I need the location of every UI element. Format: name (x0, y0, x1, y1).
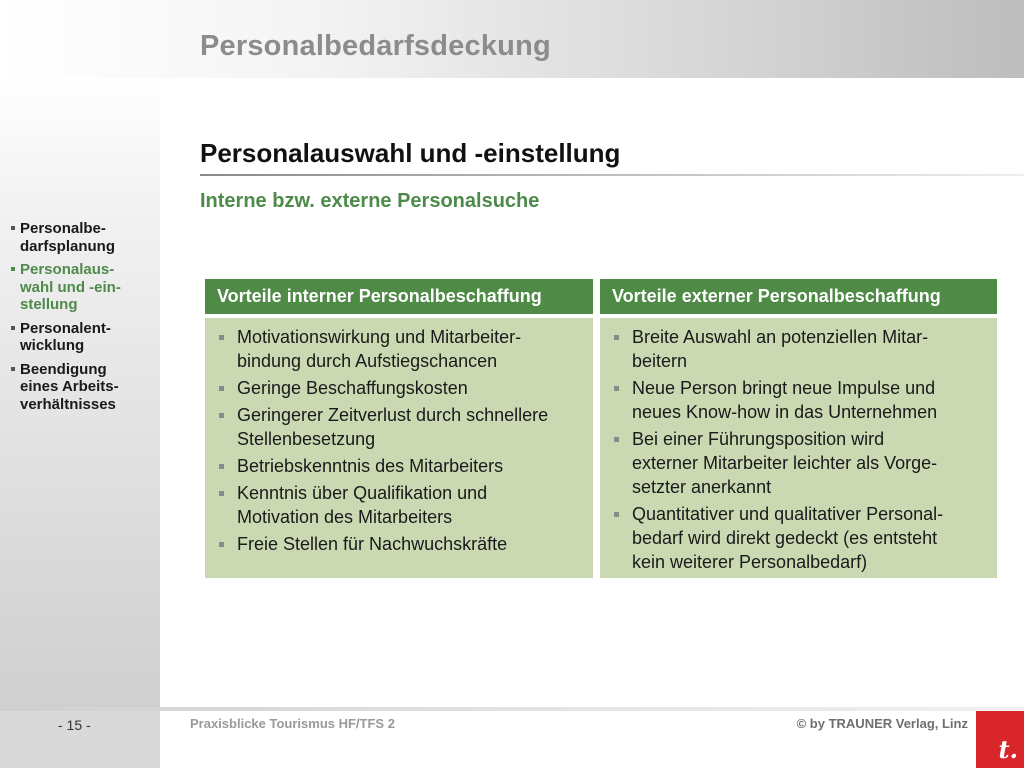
slide-title: Personalbedarfsdeckung (200, 30, 551, 62)
internal-advantages-header: Vorteile interner Personalbeschaffung (205, 279, 593, 314)
sidebar-item-text: stellung (20, 296, 78, 313)
external-advantage-item (632, 376, 987, 424)
sidebar-item[interactable] (10, 320, 150, 355)
sidebar-item-text: Beendigung (20, 360, 107, 378)
external-advantage-item-text: Bei einer Führungsposition wird (632, 429, 885, 449)
internal-advantage-item (237, 376, 583, 400)
sidebar-item-text: darfsplanung (20, 237, 116, 255)
external-advantage-item-text: externer Mitarbeiter leichter als Vorge- (632, 453, 938, 473)
internal-advantage-item (237, 325, 583, 373)
trauner-logo (976, 711, 1024, 768)
internal-advantage-item (237, 454, 583, 478)
internal-advantage-item-text: Stellenbesetzung (237, 429, 376, 449)
sidebar-item[interactable] (10, 261, 150, 314)
sidebar-item-text: wicklung (20, 337, 85, 354)
internal-advantage-item-text: Geringe Beschaffungskosten (237, 378, 468, 398)
heading-divider (200, 174, 1024, 176)
internal-advantage-item-text: Freie Stellen für Nachwuchskräfte (237, 534, 508, 554)
sidebar-item-text: wahl und -ein- (20, 278, 121, 296)
internal-advantage-item-text: Geringerer Zeitverlust durch schnellere (237, 405, 549, 425)
external-advantage-item-text: Quantitativer und qualitativer Personal- (632, 504, 944, 524)
footer-copyright: © by TRAUNER Verlag, Linz (796, 716, 968, 731)
external-advantage-item-text: Breite Auswahl an potenziellen Mitar- (632, 327, 929, 347)
external-advantages-panel (600, 318, 997, 578)
sidebar-item[interactable] (10, 220, 150, 255)
external-advantage-item-text: kein weiterer Personalbedarf) (632, 552, 868, 572)
external-advantage-item (632, 502, 987, 574)
internal-advantage-item (237, 403, 583, 451)
sidebar-item-text: Personalbe- (20, 220, 106, 237)
internal-advantage-item (237, 481, 583, 529)
sidebar-item-text: eines Arbeits- (20, 378, 119, 395)
internal-advantage-item-text: bindung durch Aufstiegschancen (237, 351, 498, 371)
internal-advantages-list (237, 325, 583, 556)
page-number: - 15 - (58, 717, 91, 733)
footer-source: Praxisblicke Tourismus HF/TFS 2 (190, 716, 395, 731)
external-advantages-list (632, 325, 987, 574)
internal-advantage-item (237, 532, 583, 556)
sidebar-item-text: Personalaus- (20, 261, 115, 278)
logo-text: t. (998, 735, 1018, 764)
external-advantage-item-text: neues Know-how in das Unternehmen (632, 402, 938, 422)
page-subheading: Interne bzw. externe Personalsuche (200, 190, 540, 212)
sidebar-list (10, 220, 150, 419)
internal-advantage-item-text: Motivation des Mitarbeiters (237, 507, 453, 527)
external-advantage-item (632, 325, 987, 373)
internal-advantage-item-text: Motivationswirkung und Mitarbeiter- (237, 327, 522, 347)
sidebar-item[interactable] (10, 361, 150, 414)
external-advantage-item-text: bedarf wird direkt gedeckt (es entsteht (632, 528, 938, 548)
internal-advantages-panel (205, 318, 593, 578)
external-advantage-item (632, 427, 987, 499)
internal-advantage-item-text: Kenntnis über Qualifikation und (237, 483, 488, 503)
external-advantage-item-text: Neue Person bringt neue Impulse und (632, 378, 936, 398)
internal-advantage-item-text: Betriebskenntnis des Mitarbeiters (237, 456, 504, 476)
sidebar-nav (0, 78, 160, 708)
external-advantage-item-text: setzter anerkannt (632, 477, 772, 497)
page-heading: Personalauswahl und -einstellung (200, 138, 621, 168)
external-advantages-header: Vorteile externer Personalbeschaffung (600, 279, 997, 314)
sidebar-item-text: Personalent- (20, 319, 111, 337)
external-advantage-item-text: beitern (632, 351, 688, 371)
sidebar-item-text: verhältnisses (20, 395, 116, 413)
